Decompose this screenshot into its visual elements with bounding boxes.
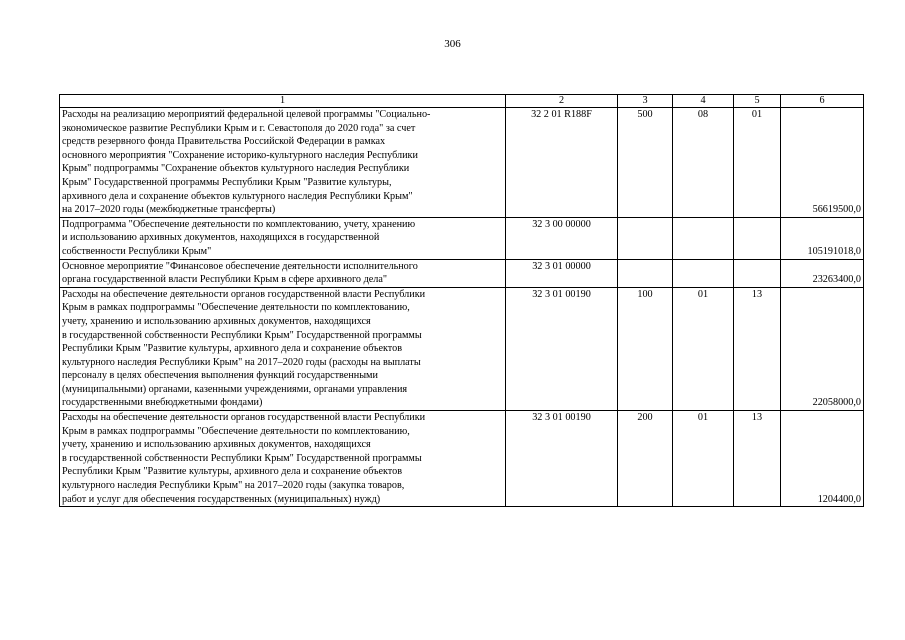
row-col4	[673, 259, 734, 287]
row-amount: 1204400,0	[781, 411, 864, 507]
table-header-row	[60, 95, 864, 108]
row-description: Расходы на обеспечение деятельности органов государственной власти Республики Крым в рамках подпрограммы "Обеспечение деятельности по комплектованию, учету, хранению и использованию архивных документов, находящихся в государственной собственности Республики Крым" Государственной программы Республики Крым "Развитие культуры, архивного дела и сохранение объектов культурного наследия Республики Крым" на 2017–2020 годы (закупка товаров, работ и услуг для обеспечения государственных (муниципальных) нужд)	[60, 411, 506, 507]
row-col3: 100	[618, 287, 673, 410]
row-amount: 56619500,0	[781, 108, 864, 218]
row-code: 32 3 01 00000	[506, 259, 618, 287]
row-col4: 01	[673, 411, 734, 507]
row-col4: 08	[673, 108, 734, 218]
row-amount: 22058000,0	[781, 287, 864, 410]
row-description: Расходы на обеспечение деятельности органов государственной власти Республики Крым в рамках подпрограммы "Обеспечение деятельности по комплектованию, учету, хранению и использованию архивных документов, находящихся в государственной собственности Республики Крым" Государственной программы Республики Крым "Развитие культуры, архивного дела и сохранение объектов культурного наследия Республики Крым" на 2017–2020 годы (расходы на выплаты персоналу в целях обеспечения выполнения функций государственными (муниципальными) органами, казенными учреждениями, органами управления государственными внебюджетными фондами)	[60, 287, 506, 410]
table-row	[60, 108, 864, 218]
column-header-2: 2	[506, 95, 618, 108]
table-row	[60, 411, 864, 507]
row-col5: 13	[734, 411, 781, 507]
table-row	[60, 217, 864, 259]
row-col5: 13	[734, 287, 781, 410]
column-header-1: 1	[60, 95, 506, 108]
row-description: Основное мероприятие "Финансовое обеспечение деятельности исполнительного органа государственной власти Республики Крым в сфере архивного дела"	[60, 259, 506, 287]
table-row	[60, 287, 864, 410]
row-amount: 105191018,0	[781, 217, 864, 259]
row-code: 32 3 01 00190	[506, 287, 618, 410]
row-col4: 01	[673, 287, 734, 410]
row-col3	[618, 259, 673, 287]
row-amount: 23263400,0	[781, 259, 864, 287]
row-col3: 500	[618, 108, 673, 218]
row-col3: 200	[618, 411, 673, 507]
column-header-4: 4	[673, 95, 734, 108]
column-header-6: 6	[781, 95, 864, 108]
row-col5	[734, 259, 781, 287]
row-code: 32 3 01 00190	[506, 411, 618, 507]
page-number: 306	[444, 38, 461, 50]
row-col5	[734, 217, 781, 259]
row-description: Подпрограмма "Обеспечение деятельности по комплектованию, учету, хранению и использованию архивных документов, находящихся в государственной собственности Республики Крым"	[60, 217, 506, 259]
budget-table	[59, 94, 864, 507]
table-row	[60, 259, 864, 287]
row-code: 32 3 00 00000	[506, 217, 618, 259]
row-code: 32 2 01 R188F	[506, 108, 618, 218]
row-col4	[673, 217, 734, 259]
row-col5: 01	[734, 108, 781, 218]
row-description: Расходы на реализацию мероприятий федеральной целевой программы "Социально- экономическое развитие Республики Крым и г. Севастополя до 2020 года" за счет средств резервного фонда Правительства Российской Федерации в рамках основного мероприятия "Сохранение историко-культурного наследия Республики Крым" подпрограммы "Сохранение объектов культурного наследия Республики Крым" Государственной программы Республики Крым "Развитие культуры, архивного дела и сохранение объектов культурного наследия Республики Крым" на 2017–2020 годы (межбюджетные трансферты)	[60, 108, 506, 218]
row-col3	[618, 217, 673, 259]
column-header-5: 5	[734, 95, 781, 108]
column-header-3: 3	[618, 95, 673, 108]
